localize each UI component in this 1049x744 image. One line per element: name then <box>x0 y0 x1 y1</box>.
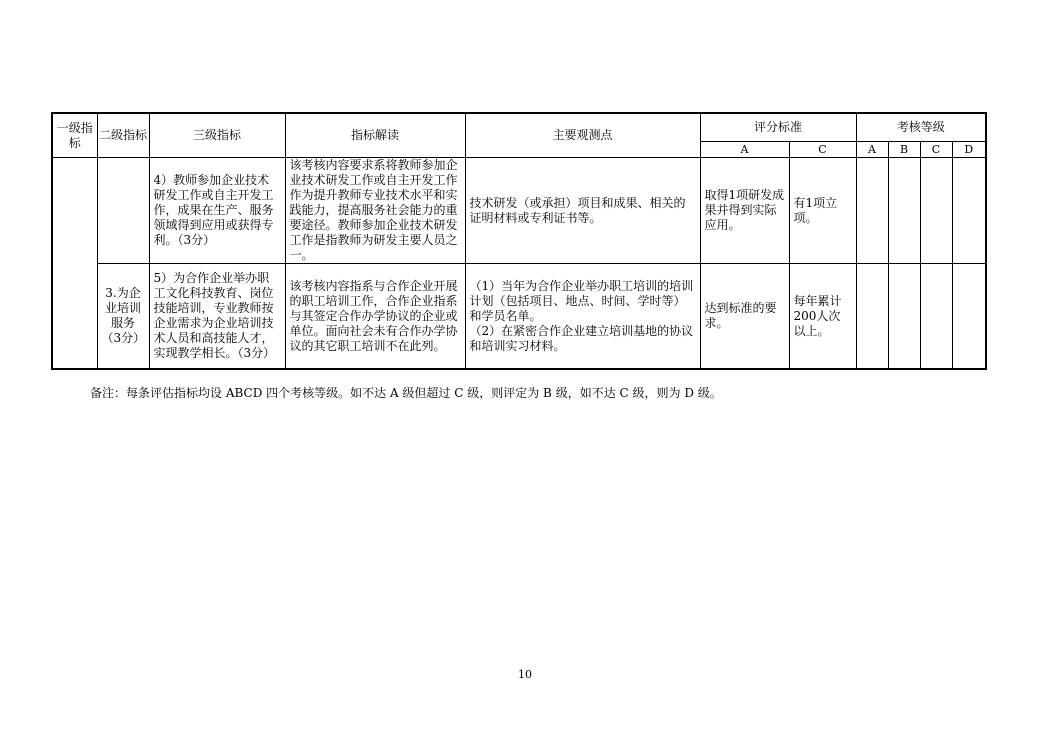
header-grade: 考核等级 <box>856 113 986 142</box>
header-level2-text: 二级指标 <box>98 128 147 142</box>
level1-cell <box>52 158 97 370</box>
row1-interpretation: 该考核内容要求系将教师参加企业技术研发工作或自主开发工作作为提升教师专业技术水平和实践能力，提高服务社会能力的重要途径。教师参加企业技术研发工作是指教师为研发主要人员之一。 <box>285 158 465 264</box>
row2-interpretation: 该考核内容指系与合作企业开展的职工培训工作，合作企业指系与其签定合作办学协议的企业或单位。面向社会未有合作办学协议的其它职工培训不在此列。 <box>285 264 465 370</box>
evaluation-table <box>51 112 987 370</box>
row1-level3: 4）教师参加企业技术研发工作或自主开发工作，成果在生产、服务领域得到应用或获得专利。（3分） <box>149 158 285 264</box>
row2-grade-c <box>920 264 952 370</box>
header-scoring-c: C <box>789 142 856 158</box>
row1-grade-b <box>888 158 920 264</box>
header-interpretation: 指标解读 <box>285 113 465 158</box>
row2-observation: （1）当年为合作企业举办职工培训的培训计划（包括项目、地点、时间、学时等）和学员名单。 （2）在紧密合作企业建立培训基地的协议和培训实习材料。 <box>465 264 700 370</box>
header-grade-b: B <box>888 142 920 158</box>
row2-score-a: 达到标准的要求。 <box>700 264 789 370</box>
page-number: 10 <box>518 668 532 681</box>
row1-level2 <box>97 158 149 264</box>
row2-score-c: 每年累计200人次以上。 <box>789 264 856 370</box>
header-level3: 三级指标 <box>149 113 285 158</box>
header-level1-text: 一级指标 <box>56 120 93 150</box>
row2-grade-a <box>856 264 888 370</box>
row1-score-a: 取得1项研发成果并得到实际应用。 <box>700 158 789 264</box>
header-scoring-a: A <box>700 142 789 158</box>
row1-observation: 技术研发（或承担）项目和成果、相关的证明材料或专利证书等。 <box>465 158 700 264</box>
header-level1 <box>52 113 97 158</box>
footnote: 备注：每条评估指标均设 ABCD 四个考核等级。如不达 A 级但超过 C 级，则评定为 B 级，如不达 C 级，则为 D 级。 <box>90 386 722 400</box>
row1-grade-c <box>920 158 952 264</box>
row2-level3: 5）为合作企业举办职工文化科技教育、岗位技能培训，专业教师按企业需求为企业培训技术人员和高技能人才，实现教学相长。（3分） <box>149 264 285 370</box>
row2-grade-d <box>952 264 986 370</box>
row2-level2: 3.为企业培训服务（3分） <box>97 264 149 370</box>
header-grade-c: C <box>920 142 952 158</box>
header-grade-d: D <box>952 142 986 158</box>
row1-grade-a <box>856 158 888 264</box>
header-observation: 主要观测点 <box>465 113 700 158</box>
row1-score-c: 有1项立项。 <box>789 158 856 264</box>
header-grade-a: A <box>856 142 888 158</box>
header-scoring: 评分标准 <box>700 113 856 142</box>
row2-grade-b <box>888 264 920 370</box>
header-level2 <box>97 113 149 158</box>
row1-grade-d <box>952 158 986 264</box>
